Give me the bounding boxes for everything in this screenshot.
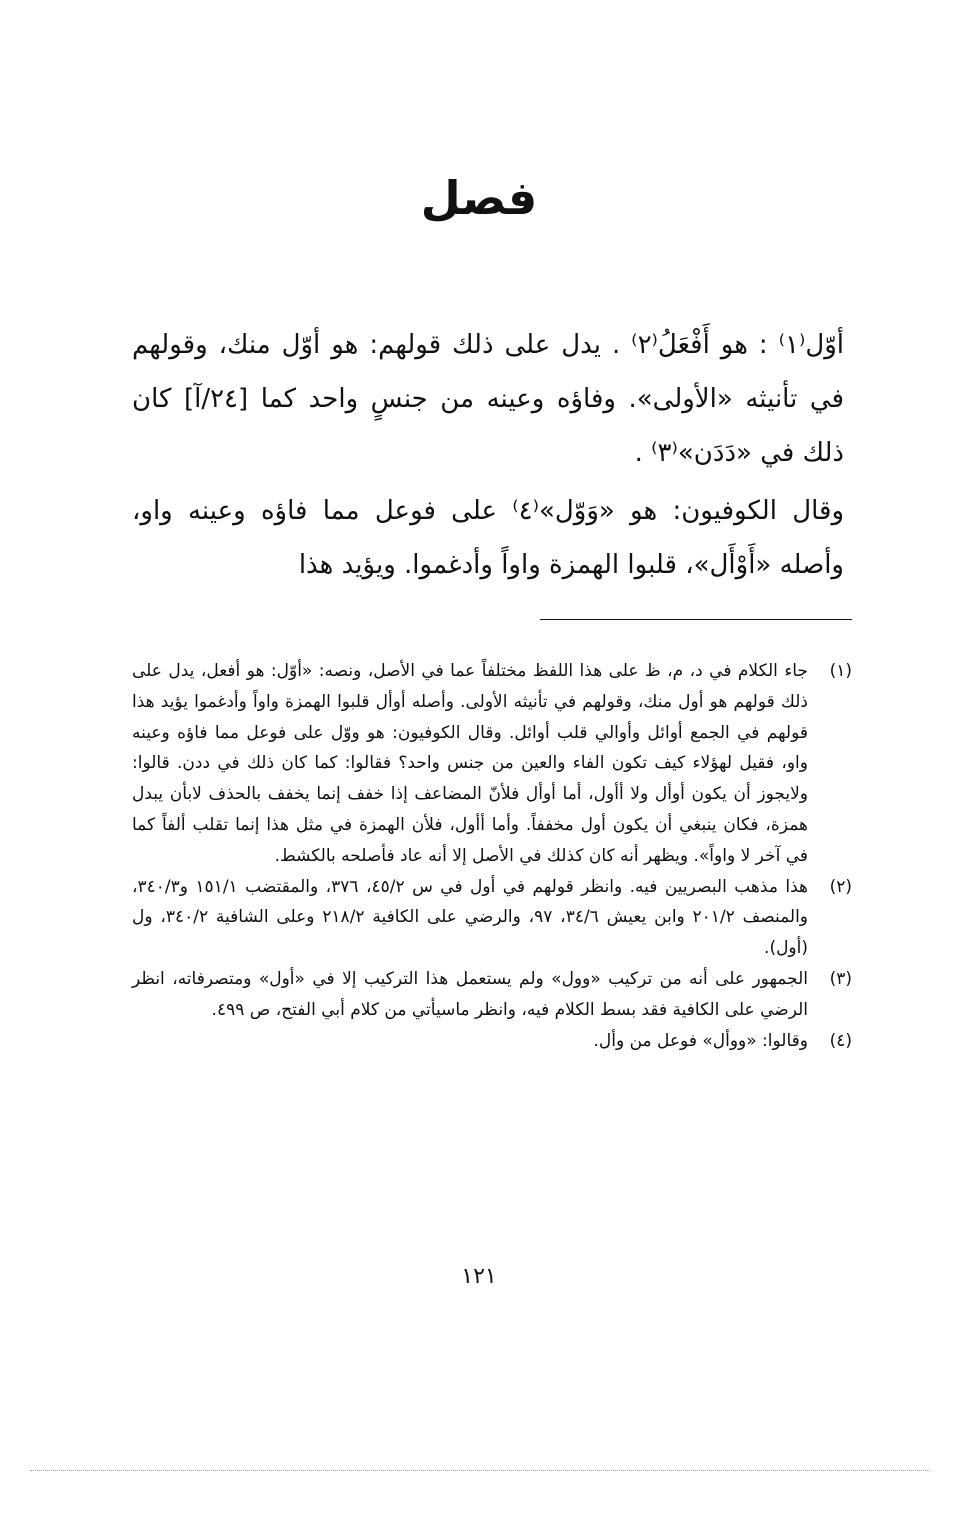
footnote-4 — [132, 1026, 852, 1057]
footnotes-list — [132, 656, 852, 1056]
page-number: ١٢١ — [461, 1264, 497, 1289]
section-heading: فصل — [420, 171, 538, 225]
body-paragraph-1: أوّل⁽١⁾ : هو أَفْعَلُ⁽٢⁾ . يدل على ذلك قولهم: هو أوّل منك، وقولهم في تأنيثه «الأولى». وفاؤه وعينه من جنسٍ واحد كما [٢٤/آ] كان ذلك في «دَدَن»⁽٣⁾ . — [132, 330, 845, 468]
body-paragraph-2: وقال الكوفيون: هو «وَوّل»⁽٤⁾ على فوعل مما فاؤه وعينه واو، وأصله «أَوْأَل»، قلبوا الهمزة واواً وأدغموا. ويؤيد هذا — [132, 496, 844, 580]
footnote-text: وقالوا: «ووأل» فوعل من وأل. — [593, 1030, 808, 1051]
footnote-text: هذا مذهب البصريين فيه. وانظر قولهم في أول في س ٤٥/٢، ٣٧٦، والمقتضب ١٥١/١ و٣٤٠/٣، والمنصف ٢٠١/٢ وابن يعيش ٣٤/٦، ٩٧، والرضي على الكافية ٢١٨/٢ وعلى الشافية ٣٤٠/٢، ول (أول). — [132, 876, 809, 959]
footnote-number: (٤) — [829, 1030, 852, 1051]
footnote-number: (٢) — [829, 876, 852, 897]
footnote-number: (١) — [829, 661, 852, 681]
footnote-separator — [540, 619, 852, 620]
footnote-number: (٣) — [829, 968, 852, 989]
scan-artifact-line — [30, 1470, 930, 1471]
footnote-3 — [132, 964, 852, 1026]
footnote-text: الجمهور على أنه من تركيب «وول» ولم يستعمل هذا التركيب إلا في «أول» ومتصرفاته، انظر الرضي على الكافية فقد بسط الكلام فيه، وانظر ماسيأتي من كلام أبي الفتح، ص ٤٩٩. — [132, 968, 808, 1020]
footnote-text: جاء الكلام في د، م، ظ على هذا اللفظ مختلفاً عما في الأصل، ونصه: «أوّل: هو أفعل، يدل على ذلك قولهم هو أول منك، وقولهم في تأنيثه الأولى. وأصله أوأل قلبوا الهمزة واواً وأدغموا يؤيد هذا قولهم في الجمع أوائل وأوالي قلب أوائل. وقال الكوفيون: هو ووّل على فوعل مما فاؤه وعينه واو، فقيل لهؤلاء كيف تكون الفاء والعين من جنس واحد؟ فقالوا: كما كان ذلك في ددن. قالوا: ولايجوز أن يكون أوأل ولا أأول، أما أوأل فلأنّ المضاعف إذا خفف إنما يخفف بالحذف لابأن يبدل همزة، فكان ينبغي أن يكون أول مخففاً. وأما أأول، فلأن الهمزة في مثل هذا إنما تقلب ألفاً كما في آخر لا واواً». ويظهر أنه كان كذلك في الأصل إلا أنه عاد فأصلحه بالكشط. — [132, 661, 808, 866]
footnote-2 — [132, 872, 852, 964]
footnote-1 — [132, 656, 852, 872]
